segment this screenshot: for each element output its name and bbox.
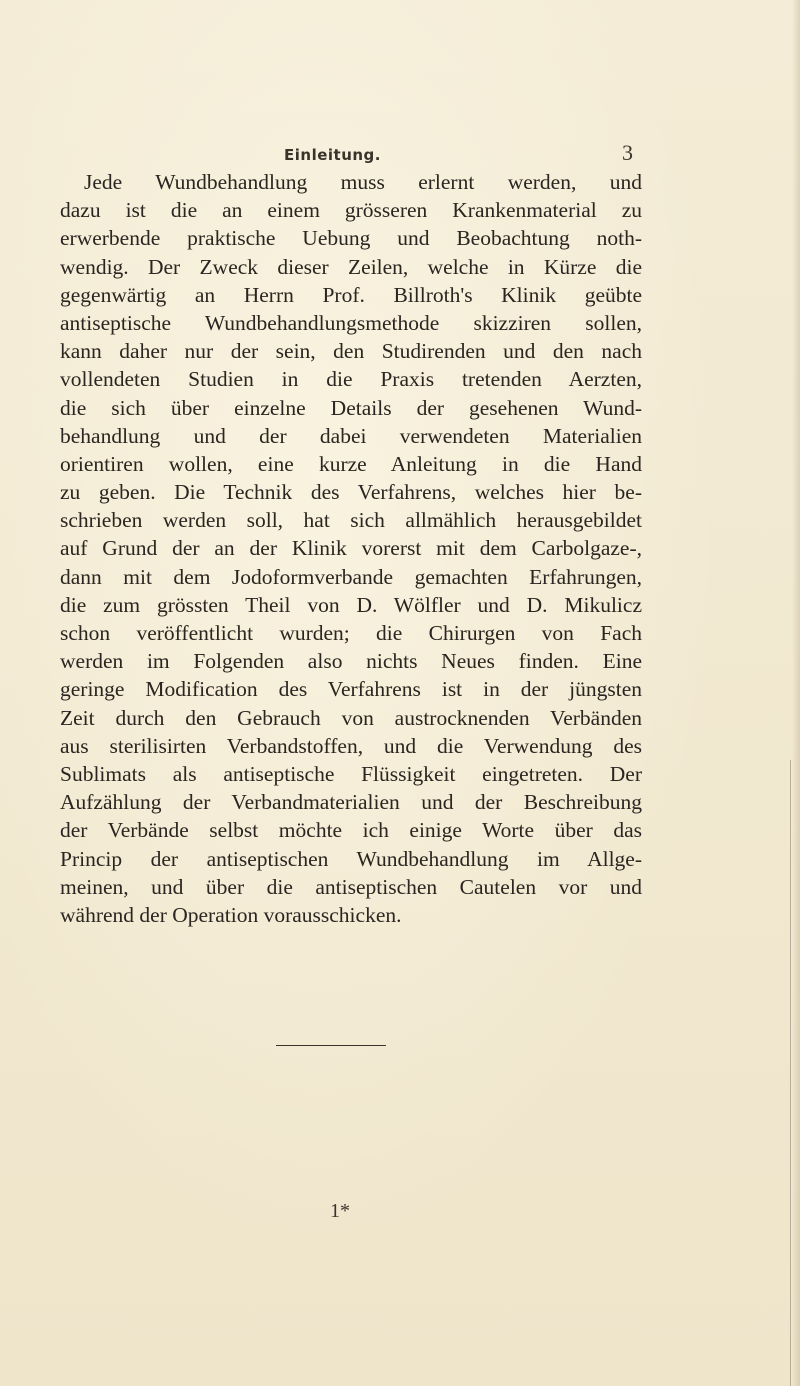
page-number: 3 — [622, 140, 633, 165]
text-line: meinen, und über die antiseptischen Cautelen vor und — [60, 874, 642, 899]
text-line: vollendeten Studien in die Praxis tretenden Aerzten, — [60, 367, 642, 392]
running-head: Einleitung. — [284, 146, 381, 164]
text-line: behandlung und der dabei verwendeten Materialien — [60, 423, 642, 448]
text-line: auf Grund der an der Klinik vorerst mit dem Carbolgaze-, — [60, 536, 642, 561]
text-line: Zeit durch den Gebrauch von austrocknenden Verbänden — [60, 705, 642, 730]
text-line: Sublimats als antiseptische Flüssigkeit eingetreten. Der — [60, 761, 642, 786]
text-line: aus sterilisirten Verbandstoffen, und die Verwendung des — [60, 733, 642, 758]
text-line: orientiren wollen, eine kurze Anleitung in die Hand — [60, 451, 642, 476]
text-line: Princip der antiseptischen Wundbehandlung im Allge- — [60, 846, 642, 871]
text-line: kann daher nur der sein, den Studirenden und den nach — [60, 339, 642, 364]
text-line: die sich über einzelne Details der gesehenen Wund- — [60, 395, 642, 420]
page-edge-shadow — [792, 0, 800, 1386]
text-line: schrieben werden soll, hat sich allmählich herausgebildet — [60, 508, 642, 533]
text-line: antiseptische Wundbehandlungsmethode skizziren sollen, — [60, 310, 642, 335]
text-line: werden im Folgenden also nichts Neues finden. Eine — [60, 649, 642, 674]
text-line: während der Operation vorausschicken. — [60, 902, 402, 927]
body-paragraph — [60, 168, 642, 929]
text-line: Jede Wundbehandlung muss erlernt werden, und — [84, 170, 642, 194]
text-line: dann mit dem Jodoformverbande gemachten Erfahrungen, — [60, 564, 642, 589]
text-line: wendig. Der Zweck dieser Zeilen, welche in Kürze die — [60, 254, 642, 279]
text-line: geringe Modification des Verfahrens ist in der jüngsten — [60, 677, 642, 702]
section-rule — [276, 1045, 386, 1046]
text-line: erwerbende praktische Uebung und Beobachtung noth- — [60, 226, 642, 251]
page-edge-line — [790, 760, 791, 1386]
text-line: gegenwärtig an Herrn Prof. Billroth's Klinik geübte — [60, 282, 642, 307]
text-line: zu geben. Die Technik des Verfahrens, welches hier be- — [60, 480, 642, 505]
text-line: Aufzählung der Verbandmaterialien und der Beschreibung — [60, 790, 642, 815]
text-line: dazu ist die an einem grösseren Krankenmaterial zu — [60, 198, 642, 223]
text-line: der Verbände selbst möchte ich einige Worte über das — [60, 818, 642, 843]
text-line: schon veröffentlicht wurden; die Chirurgen von Fach — [60, 621, 642, 645]
signature-mark: 1* — [330, 1200, 350, 1222]
text-line: die zum grössten Theil von D. Wölfler und D. Mikulicz — [60, 592, 642, 617]
